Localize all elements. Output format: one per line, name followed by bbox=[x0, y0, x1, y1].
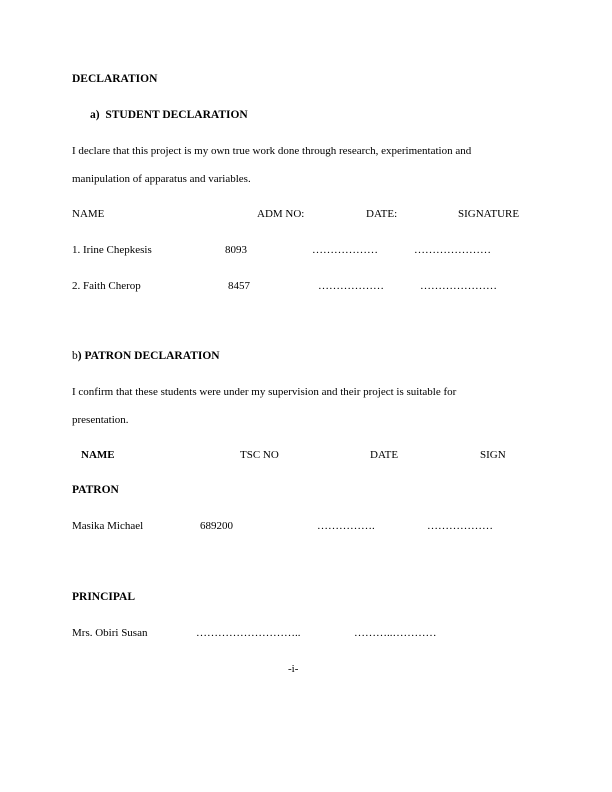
patron-tsc-no: 689200 bbox=[200, 520, 233, 532]
student-row-1-signature: ………………… bbox=[414, 244, 491, 256]
student-heading-prefix: a) bbox=[90, 109, 100, 121]
student-col-signature: SIGNATURE bbox=[458, 208, 520, 220]
patron-col-name: NAME bbox=[81, 449, 115, 461]
student-row-1-date: ……………… bbox=[312, 244, 378, 256]
student-statement-line2: manipulation of apparatus and variables. bbox=[72, 173, 251, 185]
declaration-title: DECLARATION bbox=[72, 73, 158, 85]
page-number: -i- bbox=[288, 663, 299, 675]
student-row-2-signature: ………………… bbox=[420, 280, 497, 292]
principal-role-label: PRINCIPAL bbox=[72, 591, 136, 603]
student-row-2-adm: 8457 bbox=[228, 280, 250, 292]
principal-line-1: ……………………….. bbox=[196, 627, 301, 639]
patron-date-line: ……………. bbox=[317, 520, 375, 532]
student-row-2-date: ……………… bbox=[318, 280, 384, 292]
patron-role-label: PATRON bbox=[72, 484, 119, 496]
patron-statement-line2: presentation. bbox=[72, 414, 129, 426]
student-declaration-heading bbox=[90, 109, 248, 122]
student-row-2-name: 2. Faith Cherop bbox=[72, 280, 141, 292]
student-heading-text: STUDENT DECLARATION bbox=[105, 109, 248, 121]
patron-col-sign: SIGN bbox=[480, 449, 506, 461]
student-col-name: NAME bbox=[72, 208, 105, 220]
patron-heading-text: ) PATRON DECLARATION bbox=[77, 350, 220, 362]
patron-sign-line: ……………… bbox=[427, 520, 493, 532]
patron-col-date: DATE bbox=[370, 449, 399, 461]
patron-heading-prefix: b bbox=[72, 350, 78, 362]
principal-line-2: ………..………… bbox=[354, 627, 437, 639]
student-col-date: DATE: bbox=[366, 208, 398, 220]
patron-statement-line1: I confirm that these students were under my supervision and their project is suitable for bbox=[72, 386, 457, 398]
patron-declaration-heading bbox=[72, 350, 220, 363]
patron-name: Masika Michael bbox=[72, 520, 144, 532]
student-row-1-adm: 8093 bbox=[225, 244, 247, 256]
patron-col-tsc: TSC NO bbox=[240, 449, 279, 461]
student-row-1-name: 1. Irine Chepkesis bbox=[72, 244, 152, 256]
student-statement-line1: I declare that this project is my own true work done through research, experimentation and bbox=[72, 145, 472, 157]
principal-name: Mrs. Obiri Susan bbox=[72, 627, 148, 639]
student-col-adm: ADM NO: bbox=[257, 208, 305, 220]
